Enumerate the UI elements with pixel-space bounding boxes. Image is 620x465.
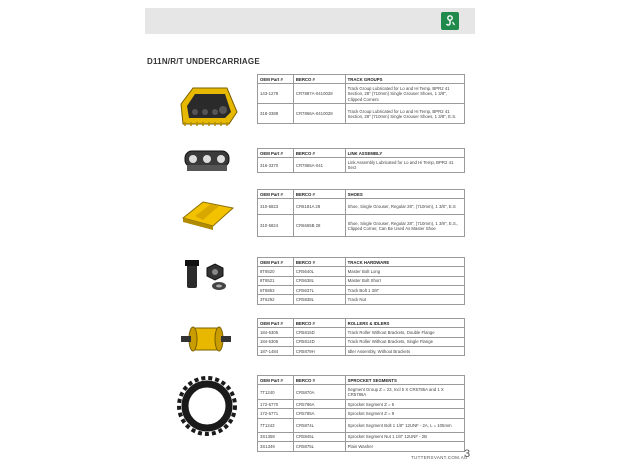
- table-row: [258, 442, 465, 451]
- oem-cell: 310-5824: [258, 215, 294, 237]
- description-cell: Track Group Lubricated for Lo and Hi Temp, BPR2 41 Section, 28" (710mm) Single Grouser Shoes, 1 3/8", Clipped Corners: [345, 84, 464, 104]
- berco-cell: CR7866A-0410028: [293, 104, 345, 124]
- berco-header: BERCO #: [293, 149, 345, 158]
- oem-cell: 8T8520: [258, 267, 294, 276]
- oem-cell: 184-6305: [258, 337, 294, 346]
- berco-cell: CR5874L: [293, 418, 345, 432]
- section-title: TRACK GROUPS: [345, 75, 464, 84]
- berco-cell: CR5638L: [293, 276, 345, 285]
- sprocket-icon: [173, 374, 241, 438]
- page-number: 3: [464, 448, 471, 460]
- description-cell: Idler Assembly, Without Brackets: [345, 347, 464, 356]
- description-cell: Shoe, Single Grouser, Regular 28", (710mm), 1 3/8", E.S., Clipped Corner, Can Be Used As Master Shoe: [345, 215, 464, 237]
- table-row: [258, 400, 465, 409]
- table-row: [258, 337, 465, 346]
- table-row: [258, 418, 465, 432]
- berco-cell: CR5875L: [293, 442, 345, 451]
- brand-logo-icon: [441, 12, 459, 30]
- section-title: LINK ASSEMBLY: [345, 149, 464, 158]
- oem-cell: 184-6306: [258, 328, 294, 337]
- oem-header: OEM Part #: [258, 376, 294, 385]
- parts-table: [257, 74, 465, 124]
- section-title: ROLLERS & IDLERS: [345, 319, 464, 328]
- roller-icon: [173, 318, 241, 368]
- table-header-row: [258, 149, 465, 158]
- berco-cell: CR5786A: [293, 400, 345, 409]
- berco-cell: CR5814D: [293, 337, 345, 346]
- berco-header: BERCO #: [293, 319, 345, 328]
- oem-header: OEM Part #: [258, 149, 294, 158]
- berco-cell: CR5640L: [293, 267, 345, 276]
- description-cell: Shoe, Single Grouser, Regular 28", (710mm), 1 3/8", E.S: [345, 199, 464, 215]
- table-row: [258, 328, 465, 337]
- berco-cell: CR5879H: [293, 347, 345, 356]
- table-header-row: [258, 75, 465, 84]
- table-row: [258, 276, 465, 285]
- oem-cell: 3T6292: [258, 295, 294, 304]
- oem-cell: 143-1278: [258, 84, 294, 104]
- catalog-page: [145, 8, 475, 465]
- table-row: [258, 199, 465, 215]
- berco-header: BERCO #: [293, 258, 345, 267]
- oem-cell: 8T8521: [258, 276, 294, 285]
- description-cell: Track Bolt 1 3/8": [345, 286, 464, 295]
- link-assembly-icon: [173, 141, 241, 191]
- berco-cell: CR6181A 28: [293, 199, 345, 215]
- berco-cell: CR5785A: [293, 409, 345, 418]
- table-row: [258, 84, 465, 104]
- table-row: [258, 295, 465, 304]
- description-cell: Sprocket Segment Z = 5: [345, 400, 464, 409]
- berco-cell: CR7865A-041: [293, 158, 345, 173]
- parts-table: [257, 148, 465, 173]
- parts-table: [257, 257, 465, 305]
- page-title: D11N/R/T UNDERCARRIAGE: [147, 57, 260, 66]
- oem-cell: 187-1484: [258, 347, 294, 356]
- description-cell: Track Roller Without Brackets, Double Flange: [345, 328, 464, 337]
- oem-cell: 172-6771: [258, 409, 294, 418]
- berco-header: BERCO #: [293, 75, 345, 84]
- footer-url: TUTTERSVANT.COM.AU: [411, 455, 468, 460]
- table-header-row: [258, 190, 465, 199]
- parts-table: [257, 318, 465, 356]
- table-row: [258, 286, 465, 295]
- description-cell: Master Bolt Short: [345, 276, 464, 285]
- table-row: [258, 215, 465, 237]
- berco-cell: CR6665B 28: [293, 215, 345, 237]
- table-row: [258, 432, 465, 441]
- oem-cell: 7T1243: [258, 418, 294, 432]
- oem-cell: 172-6770: [258, 400, 294, 409]
- description-cell: Track Nut: [345, 295, 464, 304]
- description-cell: Track Roller Without Brackets, Single Flange: [345, 337, 464, 346]
- table-header-row: [258, 319, 465, 328]
- section-title: TRACK HARDWARE: [345, 258, 464, 267]
- oem-header: OEM Part #: [258, 258, 294, 267]
- description-cell: Sprocket Segment Nut 1 1/8" 12UNF - 2B: [345, 432, 464, 441]
- table-row: [258, 385, 465, 400]
- oem-header: OEM Part #: [258, 75, 294, 84]
- track-group-icon: [173, 82, 241, 132]
- berco-cell: CR7887A-0410028: [293, 84, 345, 104]
- header-bar: [145, 8, 475, 34]
- oem-cell: 6T8853: [258, 286, 294, 295]
- description-cell: Plain Washer: [345, 442, 464, 451]
- parts-table: [257, 375, 465, 452]
- berco-header: BERCO #: [293, 190, 345, 199]
- description-cell: Segment Group Z = 23, Incl 5 X CR5785A and 1 X CR5786A: [345, 385, 464, 400]
- oem-cell: 318-3388: [258, 104, 294, 124]
- berco-cell: CR5637L: [293, 286, 345, 295]
- description-cell: Sprocket Segment Z = 9: [345, 409, 464, 418]
- oem-cell: 3S1349: [258, 442, 294, 451]
- shoe-icon: [173, 194, 241, 244]
- description-cell: Link Assembly Lubricated for Lo and Hi Temp, BPR2 41 Sect: [345, 158, 464, 173]
- description-cell: Track Group Lubricated for Lo and Hi Temp, BPR2 41 Section, 28" (710mm) Single Grouser Shoes, 1 3/8", E.S.: [345, 104, 464, 124]
- oem-cell: 310-5823: [258, 199, 294, 215]
- section-title: SPROCKET SEGMENTS: [345, 376, 464, 385]
- oem-cell: 7T1240: [258, 385, 294, 400]
- description-cell: Master Bolt Long: [345, 267, 464, 276]
- oem-cell: 316-3370: [258, 158, 294, 173]
- berco-cell: CR5838L: [293, 295, 345, 304]
- berco-header: BERCO #: [293, 376, 345, 385]
- oem-header: OEM Part #: [258, 190, 294, 199]
- table-header-row: [258, 258, 465, 267]
- table-row: [258, 409, 465, 418]
- parts-table: [257, 189, 465, 237]
- table-row: [258, 158, 465, 173]
- berco-cell: CR5870A: [293, 385, 345, 400]
- bolt-nut-icon: [173, 256, 241, 306]
- table-row: [258, 347, 465, 356]
- section-title: SHOES: [345, 190, 464, 199]
- oem-cell: 3S1358: [258, 432, 294, 441]
- berco-cell: CR5815D: [293, 328, 345, 337]
- oem-header: OEM Part #: [258, 319, 294, 328]
- table-header-row: [258, 376, 465, 385]
- berco-cell: CR5845L: [293, 432, 345, 441]
- table-row: [258, 267, 465, 276]
- table-row: [258, 104, 465, 124]
- description-cell: Sprocket Segment Bolt 1 1/8" 12UNF - 2A, L = 105mm: [345, 418, 464, 432]
